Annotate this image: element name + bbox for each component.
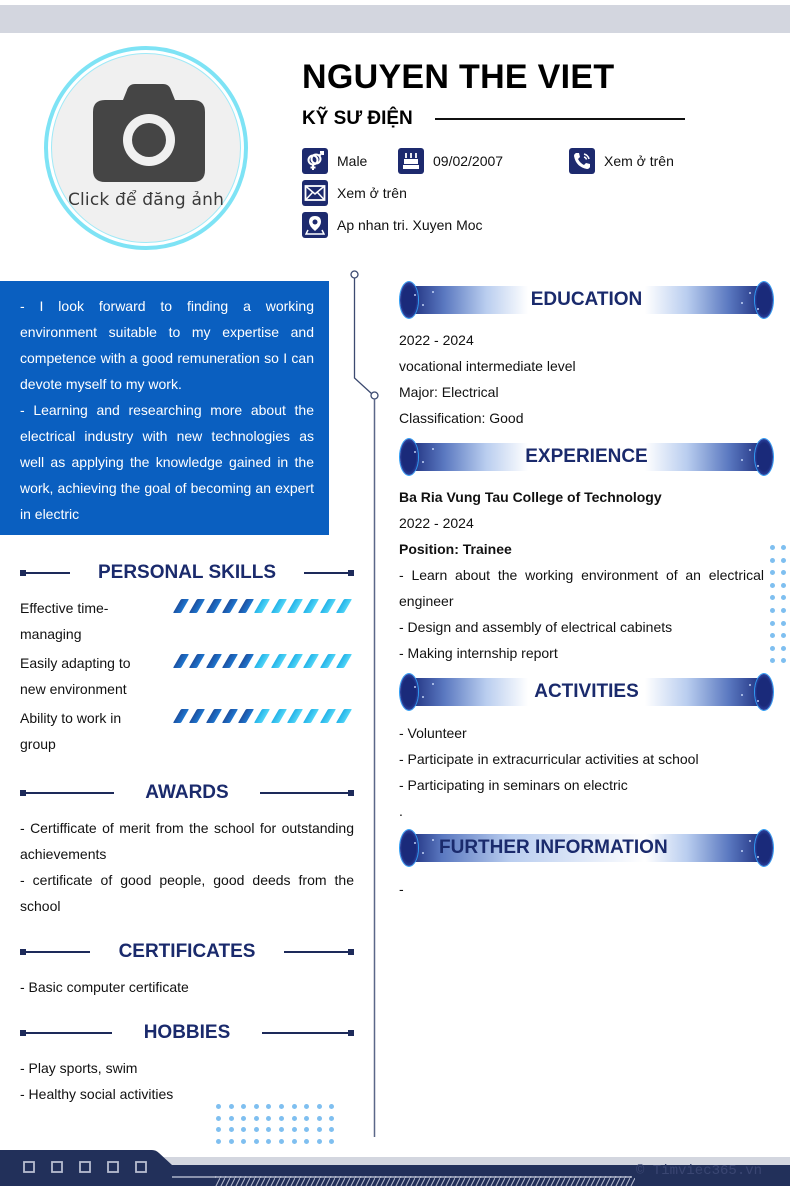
phone-value: Xem ở trên [604,153,674,169]
avatar-upload[interactable] [44,46,248,250]
birthday-cake-icon [398,148,424,174]
experience-content [399,484,764,666]
award-item: - Certifficate of merit from the school for outstanding achievements [20,820,354,862]
email-value: Xem ở trên [337,185,407,201]
skill-label: Easily adapting to new environment [20,655,131,697]
skill-label: Effective time-managing [20,600,109,642]
email-icon [302,180,328,206]
education-level: vocational intermediate level [399,358,576,374]
skill-level-bar [177,599,356,613]
objective-paragraph: - Learning and researching more about the electrical industry with new technologies as well as applying the knowledge gained in the work, achieving the goal of becoming an expert in electric [20,402,314,522]
section-heading: EDUCATION [530,289,643,310]
hobbies-content [20,1055,354,1107]
section-title-certificates [20,940,354,964]
education-major: Major: Electrical [399,384,499,400]
hobby-item: - Play sports, swim [20,1060,138,1076]
education-content [399,327,764,431]
birthday-value: 09/02/2007 [433,153,504,169]
certificates-content [20,974,354,1000]
gender-icon [302,148,328,174]
section-heading: FURTHER INFORMATION [439,837,668,858]
further-information-item: - [399,881,404,897]
section-heading: EXPERIENCE [525,446,648,467]
section-heading: PERSONAL SKILLS [97,562,277,583]
timeline-line [340,265,380,1140]
candidate-name: NGUYEN THE VIET [302,58,615,96]
section-title-awards [20,781,354,805]
education-period: 2022 - 2024 [399,332,474,348]
location-icon [302,212,328,238]
top-band [0,5,790,33]
decorative-dots [216,1104,334,1144]
award-item: - certificate of good people, good deeds from the school [20,872,354,914]
skill-row [20,705,354,757]
decorative-dots [770,545,786,663]
experience-position: Position: Trainee [399,541,512,557]
activity-item: - Participating in seminars on electric [399,777,628,793]
experience-company: Ba Ria Vung Tau College of Technology [399,489,662,505]
section-title-personal-skills [20,561,354,585]
birthday-field [398,148,503,174]
section-banner-further-information [400,830,773,866]
footer-credit: © Timviec365.vn [636,1163,763,1179]
experience-item: - Design and assembly of electrical cabinets [399,619,673,635]
career-objective [0,281,329,535]
section-banner-education [400,282,773,318]
section-title-hobbies [20,1021,354,1045]
skill-row [20,650,354,702]
camera-icon [93,84,205,182]
phone-icon [569,148,595,174]
section-banner-activities [400,674,773,710]
education-classification: Classification: Good [399,410,524,426]
hobby-item: - Healthy social activities [20,1086,174,1102]
section-heading: CERTIFICATES [118,941,256,962]
activity-item: - Volunteer [399,725,467,741]
avatar[interactable] [51,53,241,243]
gender-field [302,148,367,174]
divider [435,118,685,120]
experience-item: - Making internship report [399,645,558,661]
upload-photo-label[interactable]: Click để đăng ảnh [67,190,225,210]
email-field [302,180,407,206]
skill-level-bar [177,654,356,668]
section-heading: AWARDS [145,782,229,803]
section-banner-experience [400,439,773,475]
activity-item: - Participate in extracurricular activities at school [399,751,699,767]
awards-content [20,815,354,919]
section-heading: ACTIVITIES [534,681,639,702]
experience-period: 2022 - 2024 [399,515,474,531]
gender-value: Male [337,153,368,169]
phone-field [569,148,674,174]
address-value: Ap nhan tri. Xuyen Moc [337,217,483,233]
experience-item: - Learn about the working environment of an electrical engineer [399,567,764,609]
further-information-content [399,876,764,902]
job-title-row [302,108,685,130]
certificate-item: - Basic computer certificate [20,979,189,995]
skill-row [20,595,354,647]
activities-content [399,720,764,824]
job-title: KỸ SƯ ĐIỆN [302,108,413,129]
address-field [302,212,483,238]
activity-item: . [399,803,403,819]
section-heading: HOBBIES [143,1022,231,1043]
skill-label: Ability to work in group [20,710,122,752]
skill-level-bar [177,709,356,723]
objective-paragraph: - I look forward to finding a working environment suitable to my expertise and competence with a good remuneration so I can devote myself to my work. [20,298,314,392]
